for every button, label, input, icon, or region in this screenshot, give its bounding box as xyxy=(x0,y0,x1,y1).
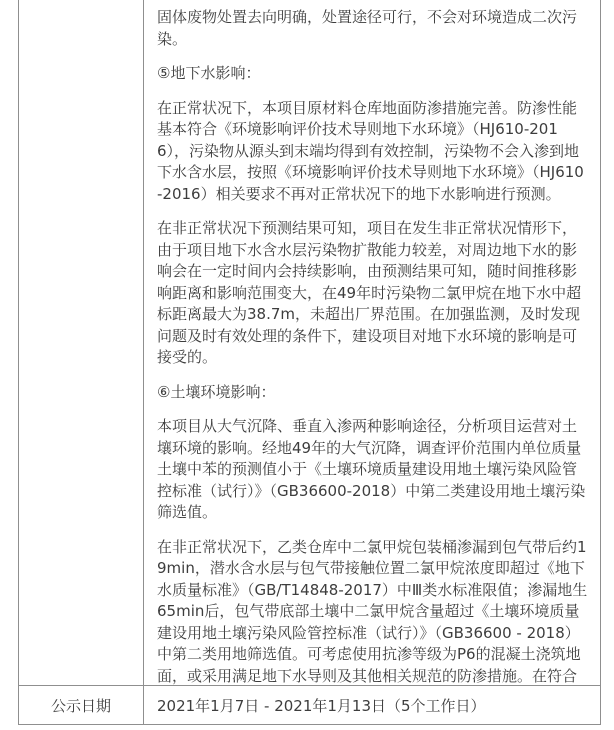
table-row-impacts xyxy=(19,0,600,685)
paragraph-soil-normal: 本项目从大气沉降、垂直入渗两种影响途径，分析项目运营对土壤环境的影响。经地49年的大气沉降，调查评价范围内单位质量土壤中苯的预测值小于《土壤环境质量建设用地土壤污染风险管控标准（试行）》（GB36600-2018）中第二类建设用地土壤污染筛选值。 xyxy=(157,417,586,521)
heading-soil-impact: ⑥土壤环境影响： xyxy=(157,382,276,401)
notice-table xyxy=(18,0,601,725)
paragraph-soil-abnormal: 在非正常状况下，乙类仓库中二氯甲烷包装桶渗漏到包气带后约19min，潜水含水层与包气带接触位置二氯甲烷浓度即超过《地下水质量标准》（GB/T14848-2017）中Ⅲ类水标准限值；渗漏地生65min后，包气带底部土壤中二氯甲烷含量超过《土壤环境质量建设用地土壤污染风险管控标准（试行）》（GB36600 - 2018）中第二类用地筛选值。可考虑使用抗渗等级为P6的混凝土浇筑地面，或采用满足地下水导则及其他相关规范的防渗措施。在符合 xyxy=(157,537,588,685)
paragraph-groundwater-normal: 在正常状况下，本项目原材料仓库地面防渗措施完善。防渗性能基本符合《环境影响评价技术导则地下水环境》（HJ610-2016），污染物从源头到末端均得到有效控制，污染物不会入渗到地下水含水层，按照《环境影响评价技术导则地下水环境》（HJ610-2016）相关要求不再对正常状况下的地下水影响进行预测。 xyxy=(157,98,584,203)
heading-groundwater-impact: ⑤地下水影响： xyxy=(157,64,261,82)
impacts-label-cell-empty xyxy=(19,0,144,685)
publish-date-value: 2021年1月7日 - 2021年1月13日（5个工作日） xyxy=(157,696,486,715)
paragraph-groundwater-abnormal: 在非正常状况下预测结果可知，项目在发生非正常状况情形下，由于项目地下水含水层污染物扩散能力较差，对周边地下水的影响会在一定时间内会持续影响，由预测结果可知，随时间推移影响距离和影响范围变大，在49年时污染物二氯甲烷在地下水中超标距离最大为38.7m，未超出厂界范围。在加强监测，及时发现问题及时有效处理的条件下，建设项目对地下水环境的影响是可接受的。 xyxy=(157,219,582,366)
table-row-publish-date xyxy=(19,685,600,725)
impacts-content-cell xyxy=(144,0,600,685)
publish-date-label: 公示日期 xyxy=(19,686,144,724)
paragraph-solid-waste: 固体废物处置去向明确，处置途径可行，不会对环境造成二次污染。 xyxy=(157,8,578,48)
